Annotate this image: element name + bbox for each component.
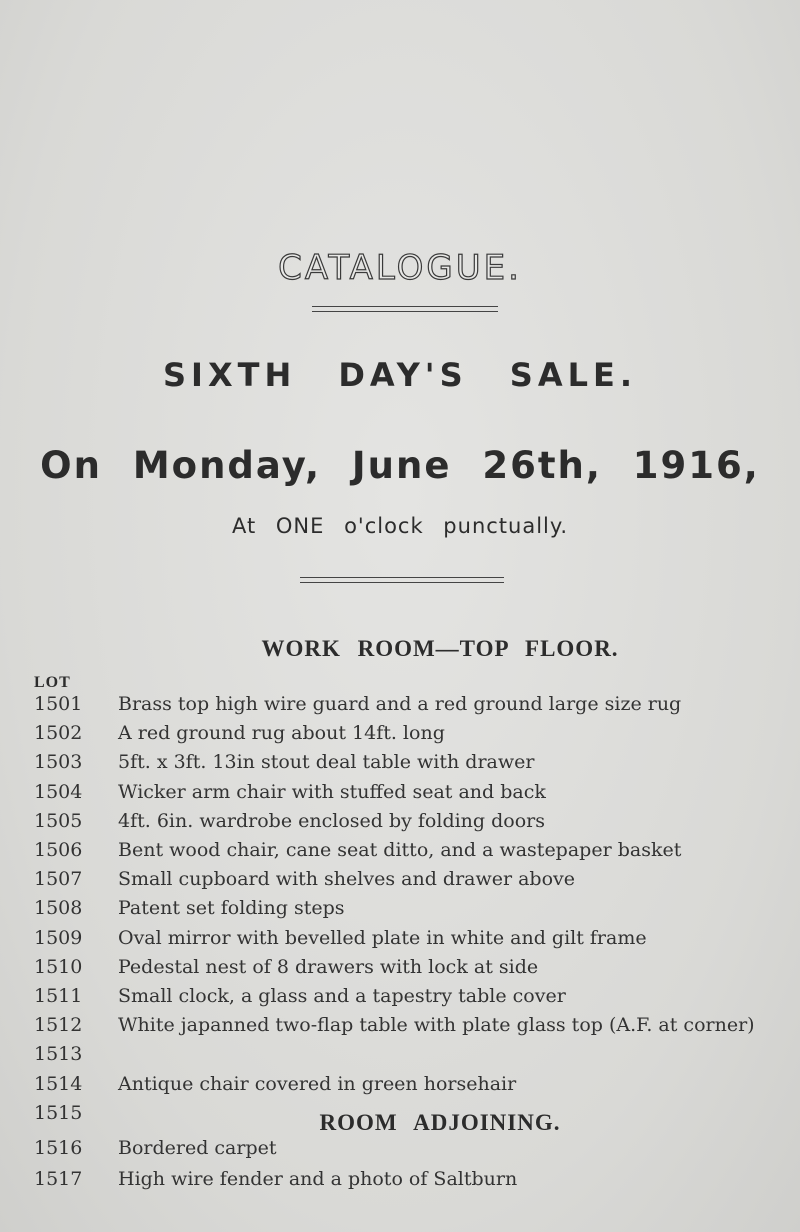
lot-description: Brass top high wire guard and a red ground large size rug — [118, 693, 682, 715]
lot-row — [0, 956, 800, 982]
lot-description: High wire fender and a photo of Saltburn — [118, 1168, 518, 1190]
title-double-rule — [312, 306, 498, 312]
lot-number: 1515 — [34, 1101, 83, 1124]
section-heading-work-room: WORK ROOM—TOP FLOOR. — [261, 636, 619, 661]
lot-description: Wicker arm chair with stuffed seat and back — [118, 780, 546, 803]
lot-number: 1509 — [34, 926, 83, 949]
sale-time: At ONE o'clock punctually. — [231, 514, 568, 538]
lot-description: Small clock, a glass and a tapestry table cover — [118, 985, 566, 1007]
lot-row — [0, 781, 800, 807]
lot-number: 1502 — [34, 722, 83, 745]
lot-row — [0, 1168, 800, 1194]
lot-row — [0, 927, 800, 953]
lot-number: 1517 — [34, 1168, 83, 1190]
lot-number: 1510 — [34, 955, 83, 978]
lot-number: 1504 — [34, 780, 83, 803]
lot-description: Small cupboard with shelves and drawer above — [118, 868, 576, 891]
lot-number: 1507 — [34, 868, 83, 891]
lot-number: 1516 — [34, 1137, 83, 1159]
lot-description: Patent set folding steps — [118, 897, 345, 920]
lot-description: Oval mirror with bevelled plate in white and gilt frame — [118, 926, 647, 949]
lot-number: 1505 — [34, 809, 83, 832]
lot-row — [0, 868, 800, 894]
catalogue-title: CATALOGUE. — [278, 248, 522, 288]
lot-row — [0, 693, 800, 719]
lot-number: 1508 — [34, 897, 83, 920]
lot-row — [0, 722, 800, 748]
lot-description: 4ft. 6in. wardrobe enclosed by folding doors — [118, 809, 545, 832]
lot-description: Bent wood chair, cane seat ditto, and a wastepaper basket — [118, 839, 682, 861]
lot-row — [0, 1043, 800, 1069]
lot-row — [0, 1137, 800, 1163]
lot-number: 1506 — [34, 839, 83, 861]
lot-number: 1512 — [34, 1014, 83, 1037]
lot-row — [0, 897, 800, 923]
lot-description: A red ground rug about 14ft. long — [118, 722, 445, 745]
lot-description: Antique chair covered in green horsehair — [118, 1072, 517, 1095]
lot-number: 1501 — [34, 693, 83, 715]
lot-number: 1511 — [34, 985, 83, 1007]
lot-row — [0, 810, 800, 836]
sale-date: On Monday, June 26th, 1916, — [40, 444, 760, 487]
lot-description: White japanned two-flap table with plate glass top (A.F. at corner) — [118, 1014, 755, 1037]
lot-row — [0, 1014, 800, 1040]
day-heading: SIXTH DAY'S SALE. — [162, 356, 637, 394]
lot-description: 5ft. x 3ft. 13in stout deal table with drawer — [118, 751, 535, 774]
lot-row — [0, 751, 800, 777]
lot-row — [0, 985, 800, 1011]
lot-number: 1503 — [34, 751, 83, 774]
lot-column-header: LOT — [34, 674, 71, 691]
lot-description: Pedestal nest of 8 drawers with lock at side — [118, 955, 539, 978]
lot-row — [0, 839, 800, 865]
lot-row — [0, 1073, 800, 1099]
section-heading-room-adjoining: ROOM ADJOINING. — [319, 1110, 561, 1135]
lot-description: Bordered carpet — [118, 1137, 277, 1159]
date-double-rule — [300, 577, 504, 583]
lot-number: 1513 — [34, 1043, 83, 1066]
lot-number: 1514 — [34, 1072, 83, 1095]
